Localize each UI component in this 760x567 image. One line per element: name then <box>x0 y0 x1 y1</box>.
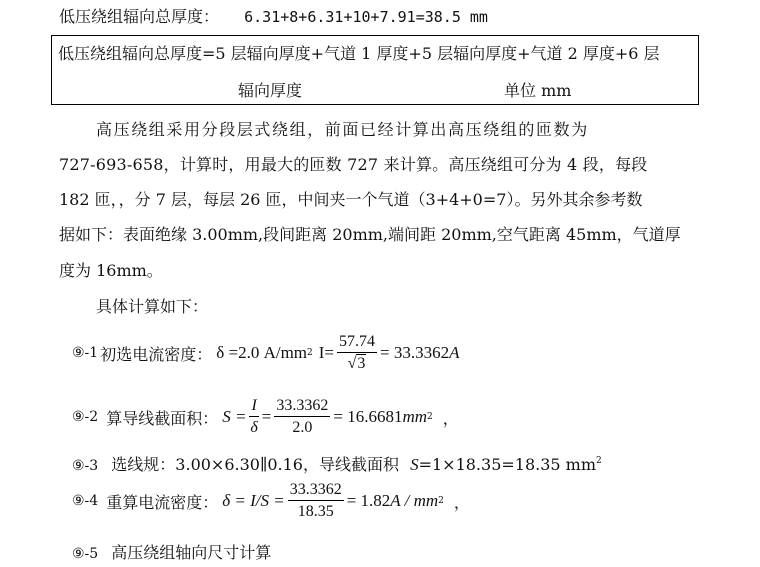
step-2-sup: 2 <box>427 412 433 422</box>
note-line-2-left: 辐向厚度 <box>238 81 303 100</box>
step-2-numerator-2: 33.3362 <box>274 397 330 417</box>
step-1-label: 初选电流密度： <box>100 344 213 364</box>
step-1-unit: A <box>449 343 460 362</box>
step-3-value: =1×18.35=18.35 mm <box>418 455 597 474</box>
step-1-fraction <box>337 333 377 373</box>
step-2-eq: = <box>261 407 272 426</box>
step-4-sup: 2 <box>438 496 444 506</box>
step-1 <box>72 333 459 373</box>
thickness-label: 低压绕组辐向总厚度： <box>59 7 220 26</box>
step-1-radicand: 3 <box>357 355 366 372</box>
step-2-lhs: S = <box>222 407 247 426</box>
step-3-sup: 2 <box>596 456 602 466</box>
step-3-marker: ⑨-3 <box>72 458 99 474</box>
step-4-marker: ⑨-4 <box>72 493 99 509</box>
formula-note-box <box>51 35 699 105</box>
step-2-denominator-2: 2.0 <box>292 419 313 436</box>
low-voltage-thickness-line <box>59 6 488 28</box>
step-4-denominator: 18.35 <box>297 503 334 520</box>
step-1-denominator: √3 <box>347 355 366 372</box>
step-1-result: = 33.3362 <box>380 343 450 362</box>
step-2-label: 算导线截面积： <box>106 408 219 428</box>
thickness-value: 6.31+8+6.31+10+7.91=38.5 mm <box>244 8 488 26</box>
step-2 <box>72 397 459 437</box>
step-4-tail: ， <box>453 492 470 512</box>
paragraph-line-5: 度为 16mm。 <box>59 261 163 280</box>
step-2-unit: mm <box>402 407 428 426</box>
step-4-numerator: 33.3362 <box>288 481 344 501</box>
step-3-label: 选线规：3.00×6.30∥0.16，导线截面积 <box>111 455 399 474</box>
step-2-tail: ， <box>442 408 459 428</box>
step-1-sup: 2 <box>307 348 313 358</box>
step-3-formula: S <box>410 455 419 474</box>
step-5-label: 高压绕组轴向尺寸计算 <box>111 543 272 562</box>
step-1-marker: ⑨-1 <box>72 345 99 361</box>
paragraph-line-2: 727-693-658，计算时，用最大的匝数 727 来计算。高压绕组可分为 4 段，每段 <box>59 155 648 174</box>
step-4-label: 重算电流密度： <box>106 492 219 512</box>
calc-intro: 具体计算如下： <box>96 297 209 316</box>
step-1-i-eq: I= <box>318 343 334 362</box>
step-5 <box>72 540 271 563</box>
step-2-fraction-2 <box>274 397 330 437</box>
step-4-lhs: δ = I/S = <box>222 491 285 510</box>
paragraph-line-3: 182 匝，，分 7 层，每层 26 匝，中间夹一个气道（3+4+0=7）。另外其余参考数 <box>59 190 643 209</box>
step-2-numerator-1: I <box>249 397 258 417</box>
step-4 <box>72 481 470 521</box>
note-line-1: 低压绕组辐向总厚度=5 层辐向厚度+气道 1 厚度+5 层辐向厚度+气道 2 厚度+6 层 <box>58 44 660 63</box>
paragraph-line-4: 据如下：表面绝缘 3.00mm,段间距离 20mm,端间距 20mm,空气距离 45mm，气道厚 <box>59 225 681 244</box>
step-2-marker: ⑨-2 <box>72 409 99 425</box>
paragraph-line-1: 高压绕组采用分段层式绕组，前面已经计算出高压绕组的匝数为 <box>96 120 589 139</box>
step-4-fraction <box>288 481 344 521</box>
step-3 <box>72 452 602 475</box>
step-2-fraction-1 <box>249 397 258 437</box>
step-4-unit: A / mm <box>390 491 439 510</box>
step-2-denominator-1: δ <box>250 419 258 436</box>
step-5-marker: ⑨-5 <box>72 546 99 562</box>
step-2-result: = 16.6681 <box>333 407 403 426</box>
step-1-delta: δ =2.0 A/mm <box>216 343 308 362</box>
note-line-2-right: 单位 mm <box>504 81 572 100</box>
step-1-numerator: 57.74 <box>337 333 377 353</box>
step-4-result: = 1.82 <box>346 491 391 510</box>
